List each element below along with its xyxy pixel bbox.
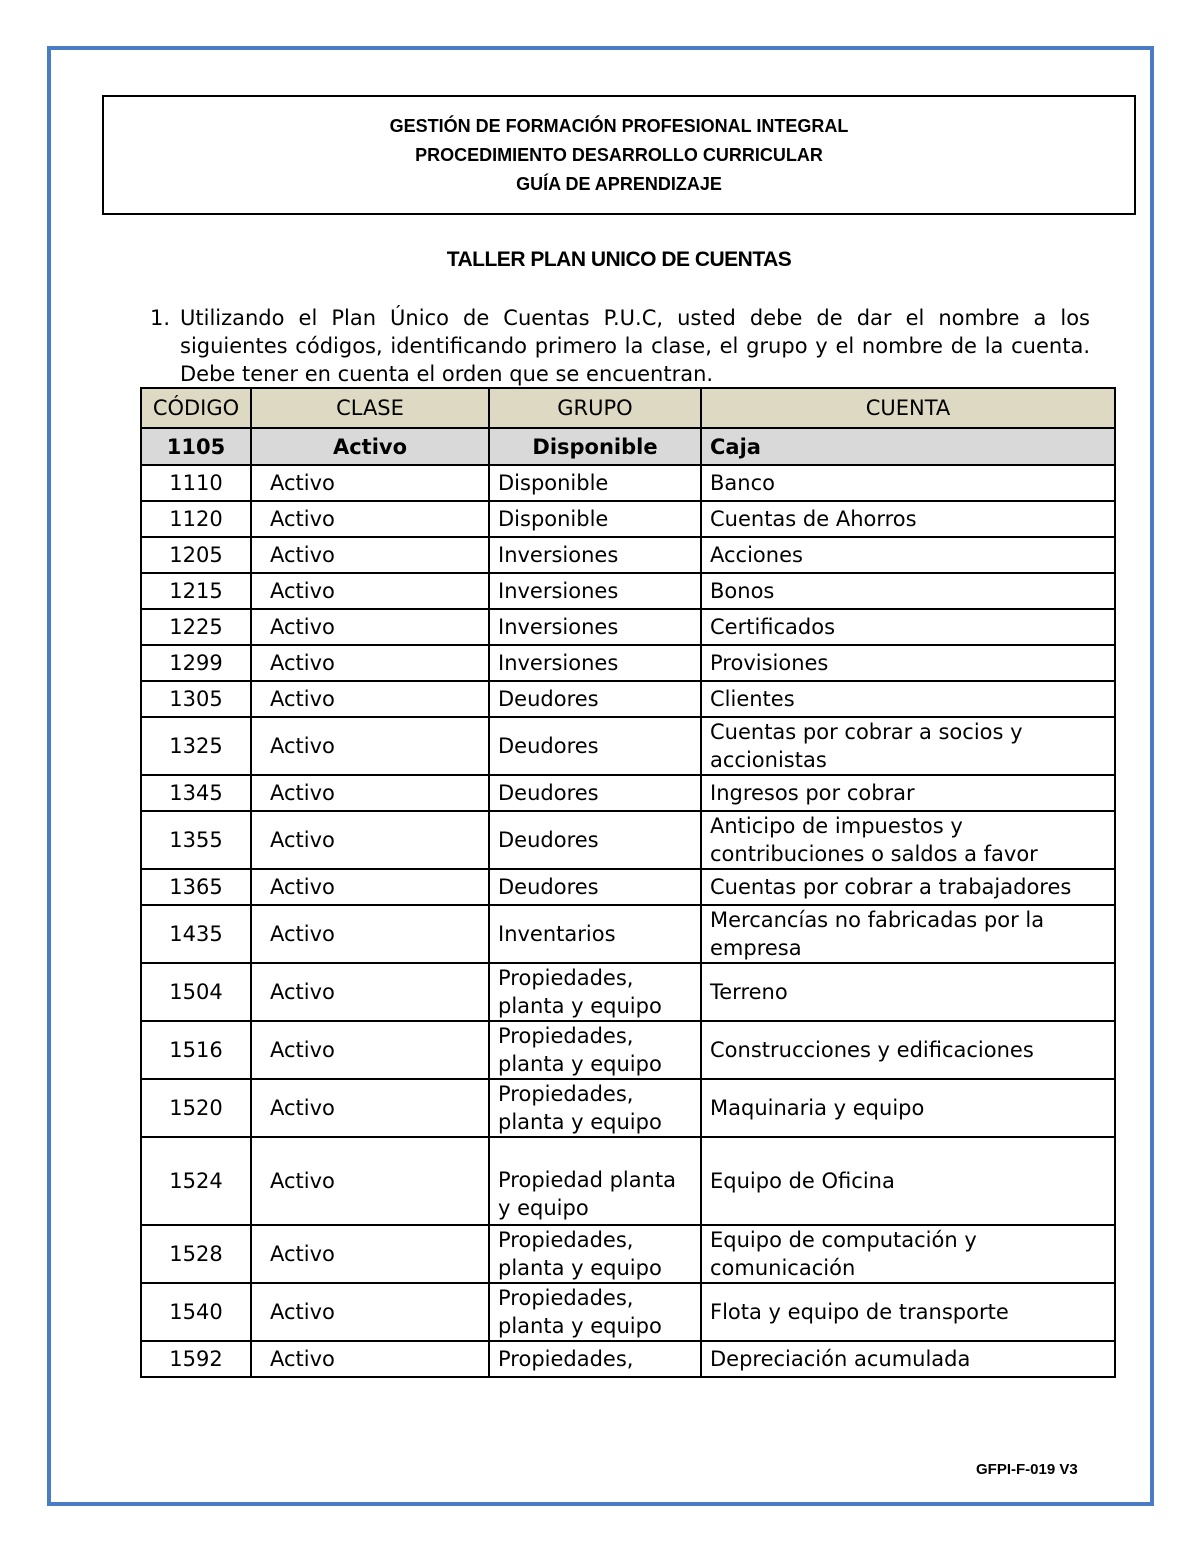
cell-grupo: Disponible [489, 465, 701, 501]
cell-codigo: 1435 [141, 905, 251, 963]
cell-grupo: Propiedades, planta y equipo [489, 1079, 701, 1137]
cell-cuenta: Anticipo de impuestos y contribuciones o saldos a favor [701, 811, 1115, 869]
table-row [141, 537, 1115, 573]
cell-clase: Activo [251, 775, 489, 811]
cell-grupo: Deudores [489, 775, 701, 811]
table-row [141, 869, 1115, 905]
cell-codigo: 1305 [141, 681, 251, 717]
cell-cuenta: Ingresos por cobrar [701, 775, 1115, 811]
cell-clase: Activo [251, 905, 489, 963]
table-row [141, 1341, 1115, 1377]
cell-grupo: Propiedades, planta y equipo [489, 1021, 701, 1079]
cell-clase: Activo [251, 645, 489, 681]
cell-clase: Activo [251, 428, 489, 465]
cell-grupo: Disponible [489, 501, 701, 537]
cell-grupo: Deudores [489, 811, 701, 869]
cell-codigo: 1325 [141, 717, 251, 775]
cell-clase: Activo [251, 465, 489, 501]
cell-cuenta: Acciones [701, 537, 1115, 573]
instruction-item [150, 304, 1090, 388]
cell-clase: Activo [251, 573, 489, 609]
cell-grupo: Propiedad planta y equipo [489, 1137, 701, 1225]
table-row [141, 645, 1115, 681]
cell-grupo: Deudores [489, 869, 701, 905]
cell-clase: Activo [251, 501, 489, 537]
cell-grupo: Deudores [489, 717, 701, 775]
table-row [141, 905, 1115, 963]
cell-cuenta: Clientes [701, 681, 1115, 717]
cell-codigo: 1215 [141, 573, 251, 609]
header-line-2: PROCEDIMIENTO DESARROLLO CURRICULAR [415, 144, 823, 165]
cell-clase: Activo [251, 963, 489, 1021]
table-row [141, 1021, 1115, 1079]
table-row [141, 681, 1115, 717]
document-header [102, 95, 1136, 215]
cell-cuenta: Cuentas de Ahorros [701, 501, 1115, 537]
cell-grupo: Deudores [489, 681, 701, 717]
cell-grupo: Inversiones [489, 645, 701, 681]
cell-clase: Activo [251, 1021, 489, 1079]
cell-cuenta: Maquinaria y equipo [701, 1079, 1115, 1137]
puc-table [140, 387, 1116, 1378]
cell-cuenta: Certificados [701, 609, 1115, 645]
form-code: GFPI-F-019 V3 [976, 1461, 1078, 1478]
cell-clase: Activo [251, 869, 489, 905]
table-row [141, 501, 1115, 537]
cell-grupo: Inversiones [489, 573, 701, 609]
cell-cuenta: Depreciación acumulada [701, 1341, 1115, 1377]
cell-codigo: 1299 [141, 645, 251, 681]
cell-grupo: Disponible [489, 428, 701, 465]
table-row [141, 1225, 1115, 1283]
table-row [141, 717, 1115, 775]
page-title: TALLER PLAN UNICO DE CUENTAS [446, 248, 792, 271]
instruction-number: 1. [150, 306, 171, 330]
header-codigo: CÓDIGO [141, 388, 251, 428]
cell-clase: Activo [251, 811, 489, 869]
cell-clase: Activo [251, 537, 489, 573]
cell-grupo: Propiedades, [489, 1341, 701, 1377]
cell-clase: Activo [251, 717, 489, 775]
cell-grupo: Propiedades, planta y equipo [489, 1225, 701, 1283]
cell-codigo: 1540 [141, 1283, 251, 1341]
cell-codigo: 1120 [141, 501, 251, 537]
cell-codigo: 1105 [141, 428, 251, 465]
cell-codigo: 1504 [141, 963, 251, 1021]
cell-cuenta: Mercancías no fabricadas por la empresa [701, 905, 1115, 963]
cell-cuenta: Cuentas por cobrar a trabajadores [701, 869, 1115, 905]
cell-cuenta: Bonos [701, 573, 1115, 609]
table-row [141, 811, 1115, 869]
cell-cuenta: Flota y equipo de transporte [701, 1283, 1115, 1341]
table-row [141, 1079, 1115, 1137]
cell-grupo: Inventarios [489, 905, 701, 963]
cell-cuenta: Cuentas por cobrar a socios y accionistas [701, 717, 1115, 775]
table-row [141, 573, 1115, 609]
table-header-row [141, 388, 1115, 428]
header-grupo: GRUPO [489, 388, 701, 428]
table-row [141, 1283, 1115, 1341]
cell-codigo: 1365 [141, 869, 251, 905]
cell-clase: Activo [251, 681, 489, 717]
cell-codigo: 1520 [141, 1079, 251, 1137]
cell-codigo: 1345 [141, 775, 251, 811]
cell-cuenta: Caja [701, 428, 1115, 465]
header-line-3: GUÍA DE APRENDIZAJE [516, 173, 722, 194]
cell-cuenta: Equipo de computación y comunicación [701, 1225, 1115, 1283]
cell-codigo: 1592 [141, 1341, 251, 1377]
cell-grupo: Propiedades, planta y equipo [489, 1283, 701, 1341]
header-line-1: GESTIÓN DE FORMACIÓN PROFESIONAL INTEGRAL [389, 115, 849, 136]
cell-codigo: 1205 [141, 537, 251, 573]
table-row [141, 1137, 1115, 1225]
cell-codigo: 1524 [141, 1137, 251, 1225]
cell-grupo: Propiedades, planta y equipo [489, 963, 701, 1021]
cell-codigo: 1528 [141, 1225, 251, 1283]
cell-cuenta: Provisiones [701, 645, 1115, 681]
cell-clase: Activo [251, 1341, 489, 1377]
cell-codigo: 1516 [141, 1021, 251, 1079]
cell-clase: Activo [251, 1225, 489, 1283]
cell-cuenta: Construcciones y edificaciones [701, 1021, 1115, 1079]
instruction-text: Utilizando el Plan Único de Cuentas P.U.C, usted debe de dar el nombre a los siguientes códigos, identificando primero la clase, el grupo y el nombre de la cuenta. Debe tener en cuenta el orden que se encuentran. [180, 306, 1090, 386]
cell-codigo: 1225 [141, 609, 251, 645]
table-row [141, 963, 1115, 1021]
table-row [141, 775, 1115, 811]
cell-clase: Activo [251, 1079, 489, 1137]
table-row-example [141, 428, 1115, 465]
cell-grupo: Inversiones [489, 609, 701, 645]
cell-cuenta: Terreno [701, 963, 1115, 1021]
cell-clase: Activo [251, 1137, 489, 1225]
table-row [141, 609, 1115, 645]
header-cuenta: CUENTA [701, 388, 1115, 428]
table-row [141, 465, 1115, 501]
cell-codigo: 1110 [141, 465, 251, 501]
cell-codigo: 1355 [141, 811, 251, 869]
cell-clase: Activo [251, 609, 489, 645]
cell-grupo: Inversiones [489, 537, 701, 573]
cell-clase: Activo [251, 1283, 489, 1341]
cell-cuenta: Equipo de Oficina [701, 1137, 1115, 1225]
header-clase: CLASE [251, 388, 489, 428]
cell-cuenta: Banco [701, 465, 1115, 501]
